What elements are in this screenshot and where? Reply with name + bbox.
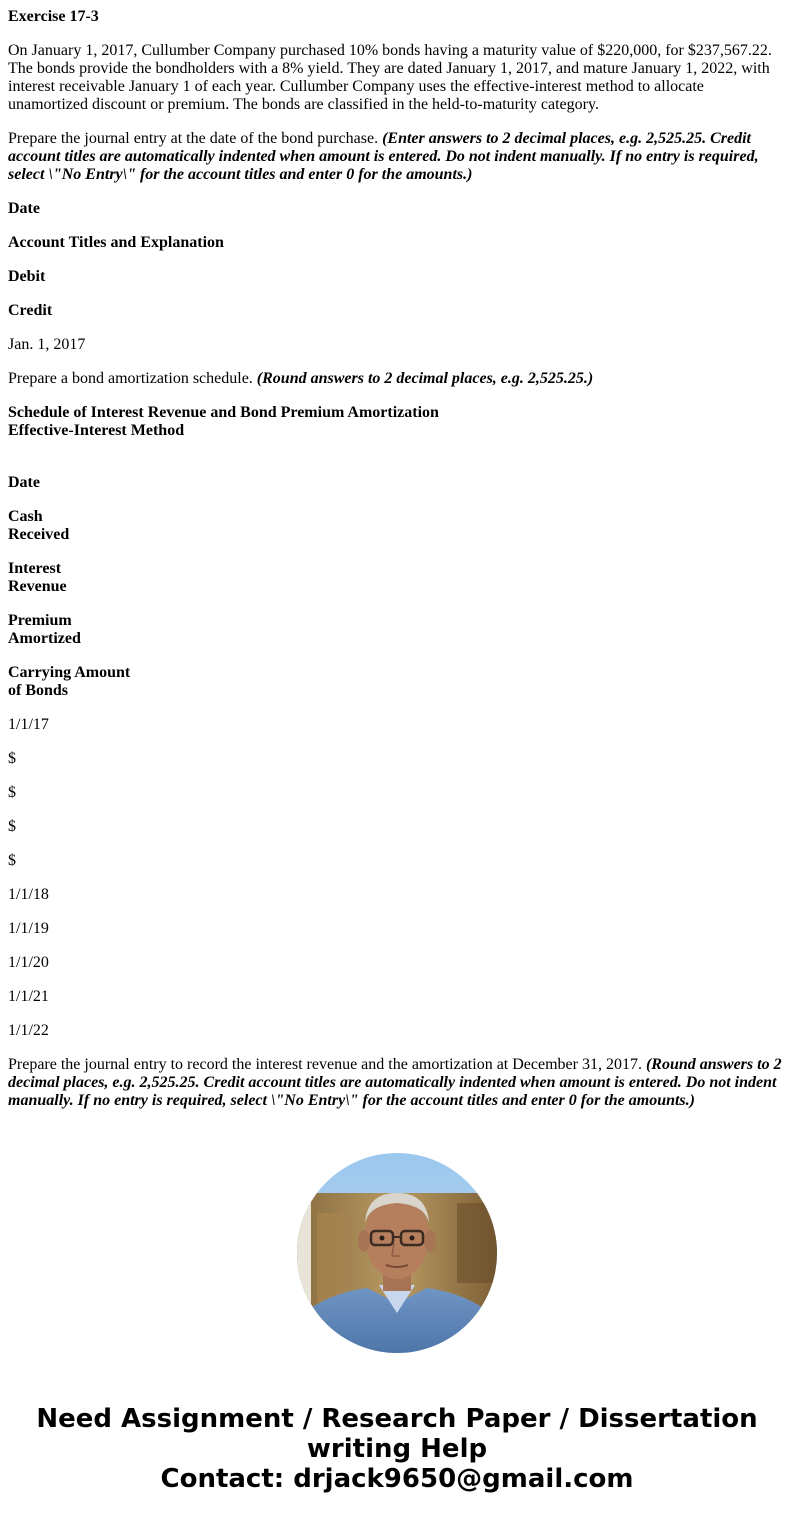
banner-contact: Contact: drjack9650@gmail.com bbox=[160, 1464, 634, 1494]
author-avatar bbox=[297, 1153, 497, 1353]
schedule-title bbox=[8, 404, 786, 458]
part1-question bbox=[8, 130, 786, 184]
schedule-header-cash-line2: Received bbox=[8, 526, 70, 543]
part1-prompt: Prepare the journal entry at the date of the bond purchase. bbox=[8, 130, 379, 147]
schedule-header-cash-line1: Cash bbox=[8, 508, 43, 525]
document-body bbox=[8, 8, 786, 1126]
journal-header-account: Account Titles and Explanation bbox=[8, 234, 224, 251]
schedule-header-carrying-line2: of Bonds bbox=[8, 682, 69, 699]
schedule-header-interest bbox=[8, 560, 786, 596]
schedule-header-interest-line2: Revenue bbox=[8, 578, 67, 595]
schedule-header-premium-line1: Premium bbox=[8, 612, 72, 629]
part2-instruction: (Round answers to 2 decimal places, e.g. 2,525.25.) bbox=[256, 370, 594, 387]
schedule-title-line2: Effective-Interest Method bbox=[8, 422, 185, 439]
journal-header-date: Date bbox=[8, 200, 40, 217]
part2-prompt: Prepare a bond amortization schedule. bbox=[8, 370, 253, 387]
schedule-dollar-sign: $ bbox=[8, 818, 16, 835]
schedule-row-date: 1/1/21 bbox=[8, 988, 49, 1005]
schedule-header-cash bbox=[8, 508, 786, 544]
banner-line2: writing Help bbox=[306, 1434, 488, 1464]
journal-header-debit: Debit bbox=[8, 268, 46, 285]
journal-row-date: Jan. 1, 2017 bbox=[8, 336, 86, 353]
author-photo bbox=[297, 1153, 497, 1353]
part1-instruction: (Enter answers to 2 decimal places, e.g. 2,525.25. Credit account titles are automatically indented when amount is entered. Do not indent manually. If no entry is required, select \"No Entry\" for the account titles and enter 0 for the amounts.) bbox=[8, 130, 759, 183]
part3-instruction: (Round answers to 2 decimal places, e.g. 2,525.25. Credit account titles are automatically indented when amount is entered. Do not indent manually. If no entry is required, select \"No Entry\" for the account titles and enter 0 for the amounts.) bbox=[8, 1056, 782, 1109]
schedule-row-date: 1/1/22 bbox=[8, 1022, 49, 1039]
banner-line1: Need Assignment / Research Paper / Dissertation bbox=[36, 1404, 758, 1434]
schedule-title-line1: Schedule of Interest Revenue and Bond Premium Amortization bbox=[8, 404, 439, 421]
schedule-dollar-sign: $ bbox=[8, 750, 16, 767]
schedule-row-date: 1/1/19 bbox=[8, 920, 49, 937]
schedule-header-interest-line1: Interest bbox=[8, 560, 62, 577]
schedule-dollar-sign: $ bbox=[8, 784, 16, 801]
schedule-header-premium bbox=[8, 612, 786, 648]
schedule-row-date: 1/1/17 bbox=[8, 716, 49, 733]
schedule-header-carrying-line1: Carrying Amount bbox=[8, 664, 131, 681]
exercise-title: Exercise 17-3 bbox=[8, 8, 99, 25]
part2-question bbox=[8, 370, 786, 388]
contact-banner bbox=[0, 1404, 794, 1494]
part3-question bbox=[8, 1056, 786, 1110]
schedule-header-carrying bbox=[8, 664, 786, 700]
journal-header-credit: Credit bbox=[8, 302, 53, 319]
schedule-row-date: 1/1/20 bbox=[8, 954, 49, 971]
problem-intro: On January 1, 2017, Cullumber Company purchased 10% bonds having a maturity value of $220,000, for $237,567.22. The bonds provide the bondholders with a 8% yield. They are dated January 1, 2017, and mature January 1, 2022, with interest receivable January 1 of each year. Cullumber Company uses the effective-interest method to allocate unamortized discount or premium. The bonds are classified in the held-to-maturity category. bbox=[8, 42, 772, 113]
schedule-header-date: Date bbox=[8, 474, 40, 491]
schedule-row-date: 1/1/18 bbox=[8, 886, 49, 903]
schedule-dollar-sign: $ bbox=[8, 852, 16, 869]
part3-prompt: Prepare the journal entry to record the interest revenue and the amortization at December 31, 2017. bbox=[8, 1056, 642, 1073]
schedule-header-premium-line2: Amortized bbox=[8, 630, 81, 647]
